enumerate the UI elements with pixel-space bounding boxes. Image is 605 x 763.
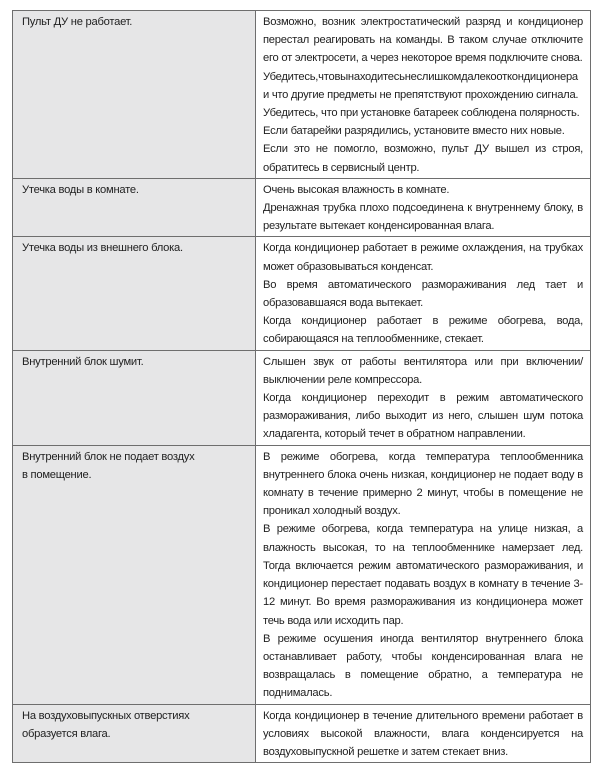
solution-text: Во время автоматического размораживания лед тает и образовавшаяся вода вытекает. — [263, 278, 583, 310]
problem-cell — [13, 11, 256, 179]
solution-text: Возможно, возник электростатический разряд и кондиционер перестал реагировать на команды. В таком случае отключите его от электросети, а через некоторое время подключите снова. — [263, 16, 583, 65]
problem-text: Внутренний блок не подает воздух — [22, 450, 195, 463]
problem-cell — [13, 237, 256, 350]
solution-text: Когда кондиционер в течение длительного времени работает в условиях высокой влажности, влага конденсируется на воздуховыпускной решетке и затем стекает вниз. — [263, 709, 583, 758]
solution-text: В режиме обогрева, когда температура на улице низкая, а влажность высокая, то на теплообменнике намерзает лед. Тогда включается режим автоматического размораживания, и кондиционер перестает подавать воздух в комнату в течение 3-12 минут. Во время размораживания из кондиционера может течь вода или исходить пар. — [263, 523, 583, 627]
table-row — [13, 350, 591, 445]
problem-cell — [13, 704, 256, 763]
table-row — [13, 237, 591, 350]
table-row — [13, 11, 591, 179]
problem-text: в помещение. — [22, 468, 92, 481]
solution-cell — [256, 445, 591, 704]
problem-text: Утечка воды из внешнего блока. — [22, 242, 183, 255]
solution-text: Дренажная трубка плохо подсоединена к внутреннему блоку, в результате вытекает конденсированная влага. — [263, 202, 583, 233]
solution-cell — [256, 11, 591, 179]
problem-text: На воздуховыпускных отверстиях — [22, 709, 190, 722]
problem-text: Внутренний блок шумит. — [22, 355, 144, 368]
table-row — [13, 704, 591, 763]
solution-text: В режиме осушения иногда вентилятор внутреннего блока останавливает работу, чтобы конденсированная влага не возвращалась в помещение обратно, а температура не поднималась. — [263, 632, 583, 700]
problem-cell — [13, 178, 256, 237]
solution-text: Когда кондиционер работает в режиме обогрева, вода, собирающаяся на теплообменнике, стекает. — [263, 315, 583, 346]
problem-cell — [13, 445, 256, 704]
problem-text: Пульт ДУ не работает. — [22, 16, 133, 28]
solution-text: Если это не помогло, возможно, пульт ДУ вышел из строя, обратитесь в сервисный центр. — [263, 143, 583, 174]
problem-cell — [13, 350, 256, 445]
solution-text: Убедитесь,чтовынаходитесьнеслишкомдалекооткондиционера и что другие предметы не препятствуют прохождению сигнала. — [263, 70, 579, 101]
table-row — [13, 178, 591, 237]
solution-text: Очень высокая влажность в комнате. — [263, 183, 450, 196]
solution-text: Слышен звук от работы вентилятора или при включении/ выключении реле компрессора. — [263, 355, 583, 386]
table-row — [13, 445, 591, 704]
solution-text: Если батарейки разрядились, установите вместо них новые. — [263, 125, 565, 138]
problem-text: образуется влага. — [22, 727, 111, 740]
solution-cell — [256, 237, 591, 350]
troubleshooting-table — [12, 10, 591, 763]
solution-cell — [256, 178, 591, 237]
solution-text: Когда кондиционер работает в режиме охлаждения, на трубках может образовываться конденсат. — [263, 242, 583, 273]
solution-text: Убедитесь, что при установке батареек соблюдена полярность. — [263, 107, 580, 120]
solution-text: Когда кондиционер переходит в режим автоматического размораживания, либо выходит из него, слышен шум потока хладагента, который течет в обратном направлении. — [263, 392, 583, 441]
solution-cell — [256, 704, 591, 763]
solution-text: В режиме обогрева, когда температура теплообменника внутреннего блока очень низкая, кондиционер не подает воду в комнату в течение примерно 2 минут, чтобы в помещение не проникал холодный воздух. — [263, 450, 583, 518]
solution-cell — [256, 350, 591, 445]
problem-text: Утечка воды в комнате. — [22, 183, 139, 196]
